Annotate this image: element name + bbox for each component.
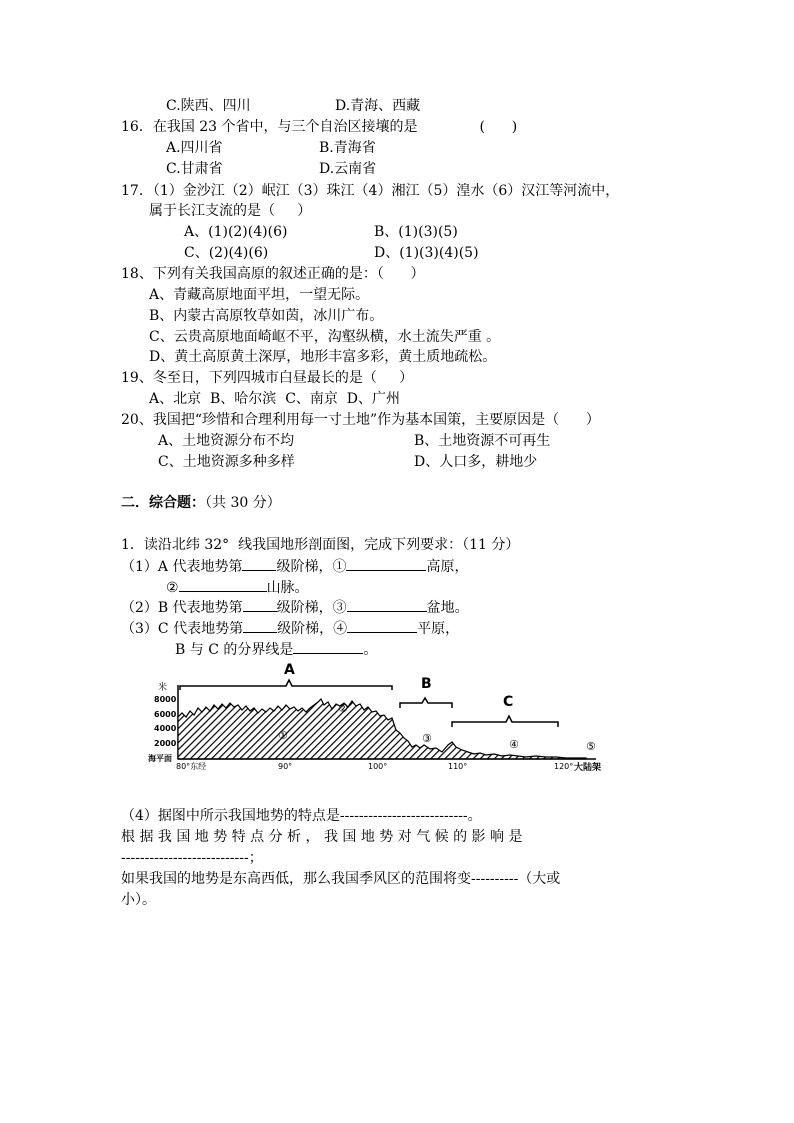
q16-option-d: D.云南省 xyxy=(319,161,377,177)
c1-line8: ---------------------------； xyxy=(121,850,263,866)
q20-option-a: A、土地资源分布不均 xyxy=(158,433,295,449)
brace-c xyxy=(452,716,558,727)
c1-l1-part2: 级阶梯，① xyxy=(276,559,347,575)
q18-option-b: B、内蒙古高原牧草如茵，冰川广布。 xyxy=(149,308,384,324)
section-heading xyxy=(121,493,281,513)
marker-3: ③ xyxy=(422,732,432,745)
answer-blank[interactable] xyxy=(293,639,363,654)
answer-blank[interactable] xyxy=(347,597,427,612)
c1-line4 xyxy=(121,618,459,638)
q17-option-c: C、(2)(4)(6) xyxy=(184,245,269,261)
y-tick-label: 6000 xyxy=(154,710,177,719)
c1-stem: 1．读沿北纬 32° 线我国地形剖面图，完成下列要求：（11 分） xyxy=(121,537,520,553)
marker-1: ① xyxy=(278,729,288,742)
q16-option-c: C.甘肃省 xyxy=(166,161,223,177)
q15-option-d: D.青海、西藏 xyxy=(335,98,421,114)
label-a: A xyxy=(284,662,295,678)
q18-option-d: D、黄土高原黄土深厚，地形丰富多彩，黄土质地疏松。 xyxy=(149,349,497,365)
section-title: 二．综合题： xyxy=(121,495,205,511)
c1-l5-part2: 。 xyxy=(363,642,378,658)
marker-2: ② xyxy=(338,702,348,715)
c1-l3-part3: 盆地。 xyxy=(426,600,469,616)
c1-line9: 如果我国的地势是东高西低，那么我国季风区的范围将变----------（大或 xyxy=(121,871,561,887)
x-tick-label: 80°东经 xyxy=(176,762,207,771)
q19-options: A、北京 B、哈尔滨 C、南京 D、广州 xyxy=(149,391,401,407)
y-tick-label: 8000 xyxy=(154,695,177,704)
answer-blank[interactable] xyxy=(242,556,276,571)
section-score: （共 30 分） xyxy=(205,495,281,511)
c1-l4-part2: 级阶梯，④ xyxy=(277,621,348,637)
q15-option-c: C.陕西、四川 xyxy=(166,98,251,114)
c1-l5-part1: B 与 C 的分界线是 xyxy=(175,642,294,658)
q18-stem: 18、下列有关我国高原的叙述正确的是：（ ） xyxy=(121,266,425,282)
c1-l3-part1: （2）B 代表地势第 xyxy=(121,600,243,616)
marker-5: ⑤ xyxy=(586,740,596,753)
q17-option-b: B、(1)(3)(5) xyxy=(374,224,458,240)
q16-answer-paren: ( ) xyxy=(479,119,518,135)
c1-line1 xyxy=(121,556,468,576)
q18-option-a: A、青藏高原地面平坦，一望无际。 xyxy=(149,287,370,303)
brace-b xyxy=(400,698,452,708)
answer-blank[interactable] xyxy=(243,597,277,612)
c1-line5 xyxy=(175,639,377,659)
q20-option-b: B、土地资源不可再生 xyxy=(414,433,551,449)
c1-line2 xyxy=(166,577,309,597)
y-tick-label: 4000 xyxy=(154,724,177,733)
q17-stem-line2: 属于长江支流的是（ ） xyxy=(149,203,312,219)
q20-option-d: D、人口多，耕地少 xyxy=(414,454,538,470)
x-tick-label: 100° xyxy=(368,762,388,771)
brace-a xyxy=(180,680,392,690)
q16-stem xyxy=(121,117,517,137)
q18-option-c: C、云贵高原地面崎岖不平，沟壑纵横，水土流失严重 。 xyxy=(149,329,501,345)
q17-stem-line1: 17．（1）金沙江（2）岷江（3）珠江（4）湘江（5）湟水（6）汉江等河流中， xyxy=(121,183,620,199)
q19-stem: 19、冬至日，下列四城市白昼最长的是（ ） xyxy=(121,370,414,386)
q20-stem: 20、我国把“珍惜和合理利用每一寸土地”作为基本国策，主要原因是（ ） xyxy=(121,412,600,428)
label-c: C xyxy=(503,694,514,710)
answer-blank[interactable] xyxy=(347,618,417,633)
terrain-profile-figure xyxy=(146,662,616,775)
c1-l2-part2: 山脉。 xyxy=(266,580,309,596)
q17-option-a: A、(1)(2)(4)(6) xyxy=(184,224,288,240)
x-tick-label: 90° xyxy=(278,762,293,771)
answer-blank[interactable] xyxy=(243,618,277,633)
c1-l2-part1: ② xyxy=(166,580,179,596)
terrain-silhouette xyxy=(178,699,586,759)
c1-line6: （4）据图中所示我国地势的特点是---------------------------。 xyxy=(121,808,482,824)
y-tick-label: 海平面 xyxy=(148,754,172,763)
q20-option-c: C、土地资源多种多样 xyxy=(158,454,295,470)
c1-l1-part3: 高原， xyxy=(426,559,469,575)
y-tick-label: 2000 xyxy=(154,739,177,748)
c1-l1-part1: （1）A 代表地势第 xyxy=(121,559,243,575)
answer-blank[interactable] xyxy=(346,556,426,571)
marker-4: ④ xyxy=(509,738,519,751)
q16-option-a: A.四川省 xyxy=(166,140,223,156)
label-b: B xyxy=(421,676,432,692)
x-tick-label: 110° xyxy=(448,762,468,771)
y-tick-label: 米 xyxy=(158,683,168,693)
c1-line7: 根 据 我 国 地 势 特 点 分 析 ， 我 国 地 势 对 气 候 的 影 响 是 xyxy=(121,829,523,845)
c1-l4-part1: （3）C 代表地势第 xyxy=(121,621,244,637)
c1-line3 xyxy=(121,597,469,617)
sea-label: 大陆架 xyxy=(574,763,602,773)
q16-stem-text: 16．在我国 23 个省中，与三个自治区接壤的是 xyxy=(121,119,418,135)
q17-option-d: D、(1)(3)(4)(5) xyxy=(374,245,479,261)
answer-blank[interactable] xyxy=(179,577,267,592)
q16-option-b: B.青海省 xyxy=(319,140,376,156)
c1-l3-part2: 级阶梯，③ xyxy=(276,600,347,616)
c1-l4-part3: 平原， xyxy=(417,621,460,637)
x-tick-label: 120° xyxy=(554,762,574,771)
c1-line10: 小）。 xyxy=(121,892,156,908)
